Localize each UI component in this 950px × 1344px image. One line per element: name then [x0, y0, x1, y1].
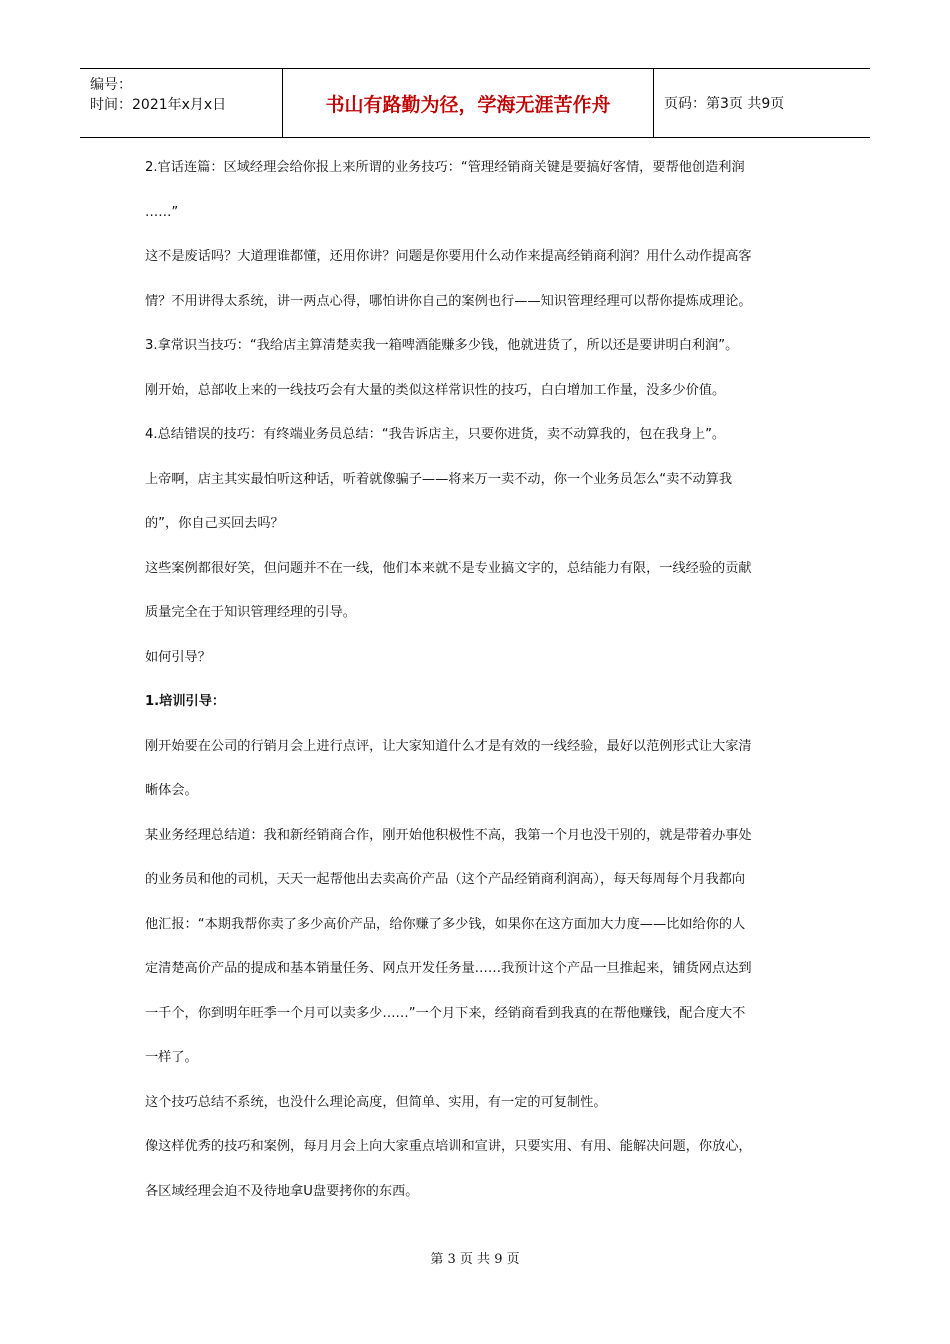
body-line: 这不是废话吗？大道理谁都懂，还用你讲？问题是你要用什么动作来提高经销商利润？用什么动作提高客 — [145, 249, 752, 264]
body-line: 定清楚高价产品的提成和基本销量任务、网点开发任务量……我预计这个产品一旦推起来，铺货网点达到 — [145, 961, 752, 976]
body-line: 像这样优秀的技巧和案例，每月月会上向大家重点培训和宣讲，只要实用、有用、能解决问题，你放心， — [145, 1139, 752, 1154]
body-line: 一千个，你到明年旺季一个月可以卖多少……”一个月下来，经销商看到我真的在帮他赚钱，配合度大不 — [145, 1005, 746, 1021]
header-meta — [90, 75, 226, 115]
body-line: 晰体会。 — [145, 783, 198, 798]
body-line: 3.拿常识当技巧：“我给店主算清楚卖我一箱啤酒能赚多少钱，他就进货了，所以还是要讲明白利润”。 — [145, 338, 739, 353]
page-footer: 第 3 页 共 9 页 — [430, 1252, 520, 1267]
body-line: 这些案例都很好笑，但问题并不在一线，他们本来就不是专业搞文字的，总结能力有限，一线经验的贡献 — [145, 560, 752, 576]
body-line: 这个技巧总结不系统，也没什么理论高度，但简单、实用，有一定的可复制性。 — [145, 1094, 607, 1110]
body-line: 刚开始，总部收上来的一线技巧会有大量的类似这样常识性的技巧，白白增加工作量，没多少价值。 — [145, 382, 726, 398]
body-line: 情？不用讲得太系统，讲一两点心得，哪怕讲你自己的案例也行——知识管理经理可以帮你提炼成理论。 — [145, 293, 752, 309]
number-label: 编号： — [90, 77, 132, 93]
body-line: 各区域经理会迫不及待地拿U盘要拷你的东西。 — [145, 1183, 419, 1199]
body-line: 刚开始要在公司的行销月会上进行点评，让大家知道什么才是有效的一线经验，最好以范例形式让大家清 — [145, 738, 752, 754]
body-line: 的”，你自己买回去吗？ — [145, 516, 284, 531]
body-line: ……” — [145, 204, 179, 220]
body-line: 如何引导？ — [145, 649, 211, 665]
body-line: 他汇报：“本期我帮你卖了多少高价产品，给你赚了多少钱，如果你在这方面加大力度——比如给你的人 — [145, 916, 746, 932]
body-line: 质量完全在于知识管理经理的引导。 — [145, 605, 356, 620]
document-header — [80, 68, 870, 138]
body-line: 上帝啊，店主其实最怕听这种话，听着就像骗子——将来万一卖不动，你一个业务员怎么“卖不动算我 — [145, 471, 733, 487]
header-divider — [653, 69, 654, 137]
time-label: 时间：2021年x月x日 — [90, 97, 227, 113]
body-line: 2.官话连篇：区域经理会给你报上来所谓的业务技巧：“管理经销商关键是要搞好客情，要帮他创造利润 — [145, 160, 745, 175]
body-line: 一样了。 — [145, 1050, 198, 1065]
document-body — [145, 146, 805, 1214]
section-heading: 1.培训引导： — [145, 694, 226, 709]
body-line: 的业务员和他的司机，天天一起帮他出去卖高价产品（这个产品经销商利润高），每天每周每个月我都向 — [145, 872, 746, 887]
body-line: 4.总结错误的技巧：有终端业务员总结：“我告诉店主，只要你进货，卖不动算我的，包在我身上”。 — [145, 427, 726, 442]
header-page-info: 页码：第3页 共9页 — [664, 96, 785, 112]
body-line: 某业务经理总结道：我和新经销商合作，刚开始他积极性不高，我第一个月也没干别的，就是带着办事处 — [145, 827, 752, 843]
header-motto: 书山有路勤为径，学海无涯苦作舟 — [325, 93, 611, 116]
